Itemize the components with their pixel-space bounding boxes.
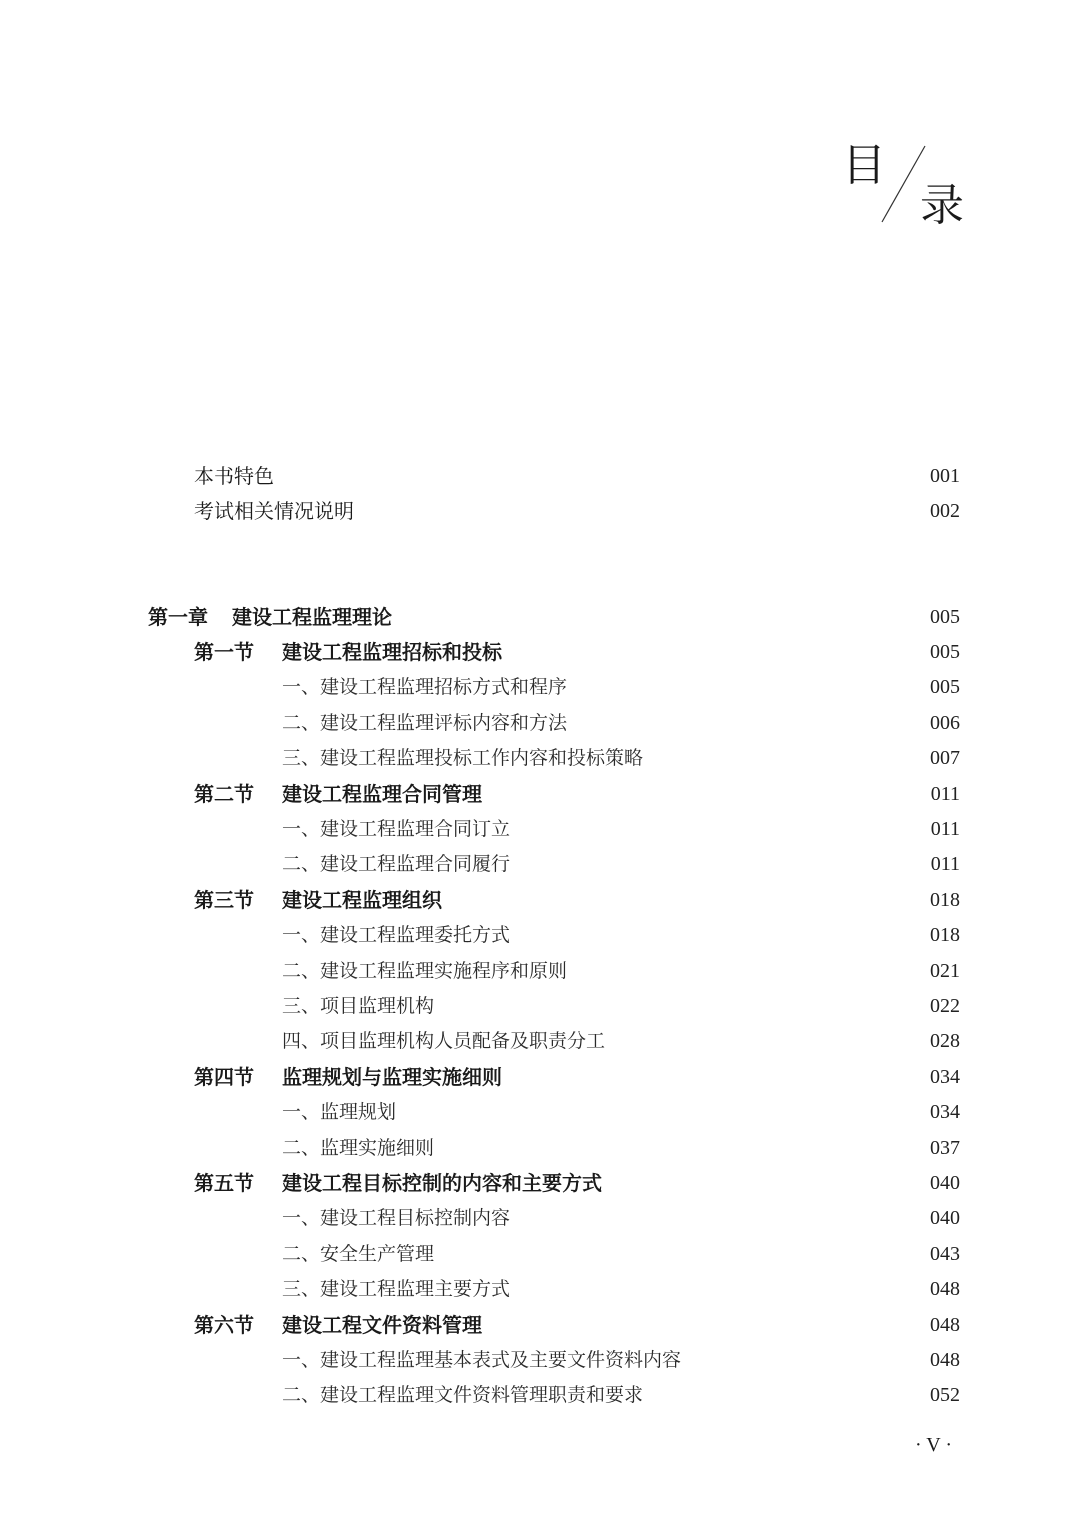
chapter-title: 建设工程监理理论 (232, 605, 392, 629)
toc-row-section[interactable] (0, 1165, 1080, 1201)
section-heading (194, 1059, 502, 1095)
section-heading (194, 776, 482, 812)
toc-page-number: 011 (930, 782, 960, 805)
toc-page-number: 022 (930, 995, 960, 1017)
toc-row-front-2[interactable] (0, 493, 1080, 529)
section-heading (194, 1165, 602, 1201)
toc-page-number: 040 (930, 1172, 960, 1194)
toc-page-number: 043 (930, 1242, 960, 1265)
toc-row-item[interactable] (0, 1023, 1080, 1059)
item-title: 二、监理实施细则 (282, 1136, 435, 1159)
section-title: 建设工程目标控制的内容和主要方式 (282, 1171, 602, 1195)
toc-row-item[interactable] (0, 953, 1080, 989)
toc-page-number: 011 (930, 818, 960, 840)
toc-page-number: 048 (930, 1278, 960, 1301)
section-number: 第五节 (194, 1171, 254, 1195)
item-title: 四、项目监理机构人员配备及职责分工 (282, 1030, 606, 1053)
toc-row-item[interactable] (0, 1130, 1080, 1166)
toc-row-item[interactable] (0, 1236, 1080, 1272)
item-title: 二、建设工程监理实施程序和原则 (282, 959, 568, 982)
item-title: 一、建设工程监理合同订立 (282, 818, 511, 840)
section-heading (194, 634, 502, 670)
chapter-number: 第一章 (148, 605, 208, 629)
item-title: 三、建设工程监理主要方式 (282, 1278, 511, 1301)
toc-row-item[interactable] (0, 705, 1080, 741)
section-title: 建设工程监理合同管理 (282, 781, 482, 806)
item-title: 一、监理规划 (282, 1101, 397, 1124)
toc-page-number: 037 (930, 1136, 960, 1159)
toc-row-chapter[interactable] (0, 599, 1080, 635)
item-title: 一、建设工程监理委托方式 (282, 924, 511, 947)
toc-row-section[interactable] (0, 882, 1080, 918)
toc-page-number: 048 (930, 1313, 960, 1336)
toc-page-number: 048 (930, 1349, 960, 1371)
item-title: 一、建设工程目标控制内容 (282, 1207, 511, 1230)
section-heading (194, 1307, 482, 1343)
toc-row-section[interactable] (0, 1307, 1080, 1343)
toc-row-item[interactable] (0, 1271, 1080, 1307)
toc-row-item[interactable] (0, 669, 1080, 705)
toc-page-number: 034 (930, 1065, 960, 1088)
title-divider-slash (0, 0, 1080, 260)
toc-row-item[interactable] (0, 988, 1080, 1024)
toc-label: 本书特色 (194, 464, 274, 488)
toc-row-item[interactable] (0, 1094, 1080, 1130)
toc-row-item[interactable] (0, 1200, 1080, 1236)
toc-row-front-1[interactable] (0, 458, 1080, 494)
toc-page-number: 005 (930, 641, 960, 663)
section-title: 建设工程文件资料管理 (282, 1312, 482, 1337)
section-number: 第一节 (194, 640, 254, 664)
section-title: 监理规划与监理实施细则 (282, 1064, 502, 1089)
title-char-2: 录 (920, 180, 964, 231)
toc-row-section[interactable] (0, 776, 1080, 812)
page-folio: · V · (915, 1434, 953, 1456)
toc-row-item[interactable] (0, 811, 1080, 847)
toc-page-number: 006 (930, 711, 960, 734)
toc-page-number: 028 (930, 1030, 960, 1053)
toc-row-item[interactable] (0, 1377, 1080, 1413)
item-title: 一、建设工程监理基本表式及主要文件资料内容 (282, 1349, 682, 1371)
section-number: 第四节 (194, 1064, 254, 1089)
item-title: 二、安全生产管理 (282, 1242, 435, 1265)
toc-row-section[interactable] (0, 634, 1080, 670)
toc-page-number: 005 (930, 676, 960, 699)
item-title: 二、建设工程监理合同履行 (282, 853, 511, 876)
toc-label: 考试相关情况说明 (194, 499, 354, 523)
toc-page-number: 005 (930, 606, 960, 628)
toc-row-item[interactable] (0, 917, 1080, 953)
toc-page-number: 007 (930, 747, 960, 770)
item-title: 三、建设工程监理投标工作内容和投标策略 (282, 747, 644, 770)
toc-page-number: 002 (930, 500, 960, 522)
toc-page-number: 018 (930, 888, 960, 911)
section-number: 第三节 (194, 887, 254, 912)
toc-row-item[interactable] (0, 846, 1080, 882)
item-title: 一、建设工程监理招标方式和程序 (282, 676, 568, 699)
section-number: 第二节 (194, 781, 254, 806)
chapter-heading (148, 599, 392, 635)
toc-page-number: 040 (930, 1207, 960, 1230)
toc-page-number: 021 (930, 959, 960, 982)
toc-page-number: 001 (930, 465, 960, 487)
item-title: 二、建设工程监理文件资料管理职责和要求 (282, 1384, 644, 1407)
toc-page-number: 018 (930, 924, 960, 947)
toc-page-number: 011 (930, 853, 960, 876)
title-char-1: 目 (842, 140, 886, 191)
section-heading (194, 882, 442, 918)
item-title: 二、建设工程监理评标内容和方法 (282, 711, 568, 734)
toc-page-number: 034 (930, 1101, 960, 1124)
toc-page-number: 052 (930, 1384, 960, 1407)
section-title: 建设工程监理招标和投标 (282, 640, 502, 664)
toc-row-item[interactable] (0, 740, 1080, 776)
section-title: 建设工程监理组织 (282, 887, 442, 912)
toc-row-item[interactable] (0, 1342, 1080, 1378)
toc-row-section[interactable] (0, 1059, 1080, 1095)
item-title: 三、项目监理机构 (282, 995, 435, 1017)
section-number: 第六节 (194, 1312, 254, 1337)
